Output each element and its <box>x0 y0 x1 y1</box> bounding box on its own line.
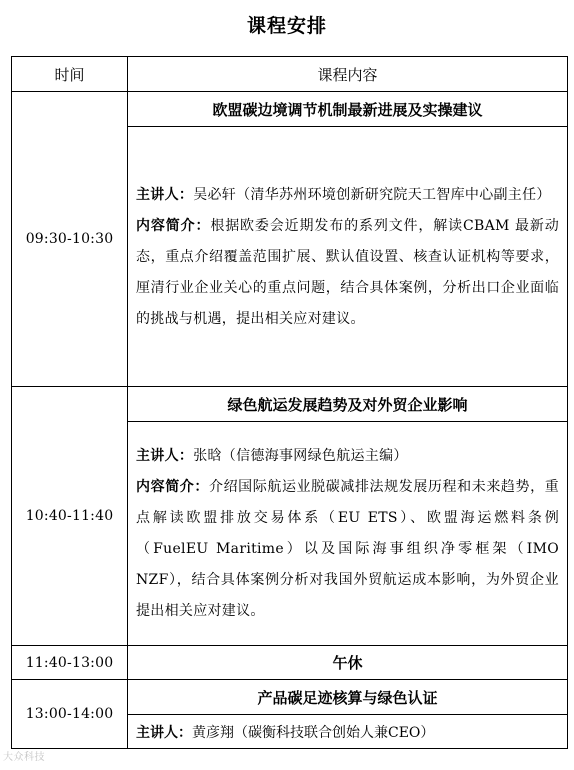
schedule-table <box>11 56 568 749</box>
session-row <box>12 646 568 680</box>
session-description <box>128 422 568 646</box>
session-topic: 欧盟碳边境调节机制最新进展及实操建议 <box>128 92 568 127</box>
header-time: 时间 <box>12 57 128 92</box>
session-row <box>12 92 568 127</box>
intro-text: 根据欧委会近期发布的系列文件，解读CBAM 最新动态，重点介绍覆盖范围扩展、默认值设置、核查认证机构等要求，厘清行业企业关心的重点问题，结合具体案例，分析出口企业面临的挑战与机遇，提出相关应对建议。 <box>136 217 559 327</box>
session-topic: 产品碳足迹核算与绿色认证 <box>128 680 568 715</box>
table-header-row <box>12 57 568 92</box>
page-title: 课程安排 <box>246 15 327 37</box>
intro-label: 内容简介： <box>136 217 211 234</box>
speaker-text: 黄彦翔（碳衡科技联合创始人兼CEO） <box>192 724 435 741</box>
session-time: 11:40-13:00 <box>12 646 128 680</box>
session-time: 09:30-10:30 <box>12 92 128 387</box>
speaker-label: 主讲人： <box>136 724 192 741</box>
speaker-line <box>136 180 559 211</box>
speaker-line <box>136 441 559 472</box>
speaker-label: 主讲人： <box>136 186 194 203</box>
header-content: 课程内容 <box>128 57 568 92</box>
session-row <box>12 680 568 715</box>
intro-label: 内容简介： <box>136 479 209 495</box>
speaker-text: 张晗（信德海事网绿色航运主编） <box>193 448 408 464</box>
speaker-text: 吴必轩（清华苏州环境创新研究院天工智库中心副主任） <box>193 186 551 203</box>
speaker-label: 主讲人： <box>136 448 194 464</box>
session-description <box>128 127 568 387</box>
session-description <box>128 715 568 749</box>
session-time: 13:00-14:00 <box>12 680 128 749</box>
session-row <box>12 387 568 422</box>
session-topic: 绿色航运发展趋势及对外贸企业影响 <box>128 387 568 422</box>
lunch-break: 午休 <box>128 646 568 680</box>
intro-line <box>136 211 559 335</box>
intro-text: 介绍国际航运业脱碳减排法规发展历程和未来趋势，重点解读欧盟排放交易体系（EU ETS）、欧盟海运燃料条例（FuelEU Maritime）以及国际海事组织净零框架（IMO NZF），结合具体案例分析对我国外贸航运成本影响，为外贸企业提出相关应对建议。 <box>136 479 559 619</box>
session-time: 10:40-11:40 <box>12 387 128 646</box>
watermark: 大众科技 <box>3 752 45 763</box>
intro-line <box>136 472 559 627</box>
